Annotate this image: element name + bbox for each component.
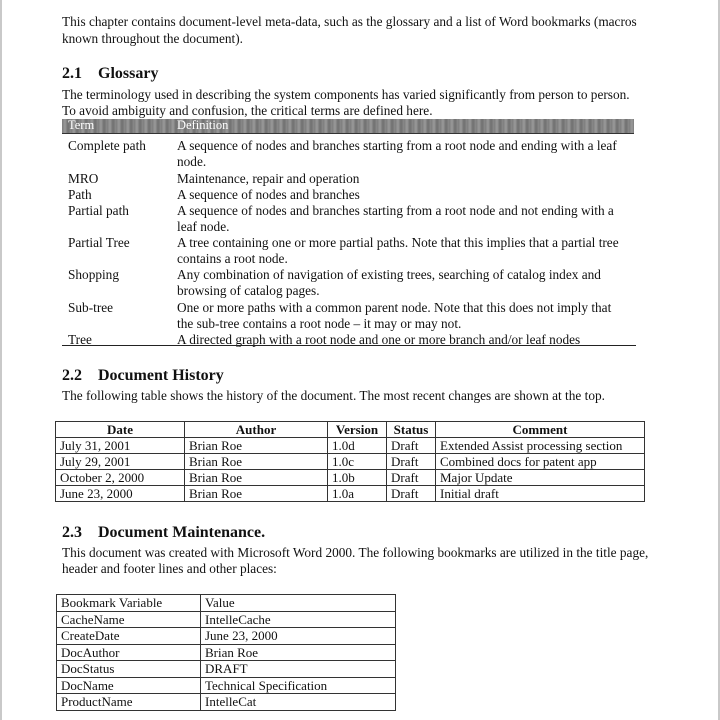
bookmark-value: IntelleCache (201, 611, 396, 628)
glossary-term: Tree (68, 332, 92, 347)
history-title: Document History (98, 367, 224, 384)
table-row (57, 644, 396, 661)
history-header-row (56, 422, 645, 438)
history-status: Draft (387, 438, 436, 454)
maintenance-title: Document Maintenance. (98, 524, 266, 541)
table-row (56, 486, 645, 502)
history-date: October 2, 2000 (56, 470, 185, 486)
bookmark-variable: CacheName (57, 611, 201, 628)
history-version: 1.0d (328, 438, 387, 454)
history-col-date: Date (56, 422, 185, 438)
glossary-heading (62, 65, 158, 83)
glossary-definition: A tree containing one or more partial paths. Note that this implies that a partial tree contains a root node. (177, 235, 619, 266)
history-author: Brian Roe (185, 438, 328, 454)
glossary-col-definition: Definition (177, 118, 229, 132)
history-table (55, 421, 645, 502)
history-col-author: Author (185, 422, 328, 438)
history-date: July 29, 2001 (56, 454, 185, 470)
bookmark-variable: CreateDate (57, 628, 201, 645)
bookmark-variable: ProductName (57, 694, 201, 711)
glossary-term: Partial path (68, 203, 129, 218)
glossary-term: MRO (68, 171, 99, 186)
chapter-intro: This chapter contains document-level meta-data, such as the glossary and a list of Word bookmarks (macros known throughout the document). (62, 14, 637, 46)
history-col-status: Status (387, 422, 436, 438)
bookmark-value: DRAFT (201, 661, 396, 678)
glossary-table (62, 118, 634, 347)
glossary-definition: A sequence of nodes and branches starting from a root node and not ending with a leaf node. (177, 203, 614, 234)
bookmark-variable: DocStatus (57, 661, 201, 678)
table-row (57, 694, 396, 711)
bookmark-table (56, 594, 396, 711)
table-row (56, 438, 645, 454)
maintenance-intro: This document was created with Microsoft Word 2000. The following bookmarks are utilized in the title page, header and footer lines and other places: (62, 545, 649, 576)
table-row (57, 628, 396, 645)
history-author: Brian Roe (185, 470, 328, 486)
glossary-term: Sub-tree (68, 300, 114, 315)
maintenance-number: 2.3 (62, 524, 82, 541)
history-date: June 23, 2000 (56, 486, 185, 502)
history-comment: Initial draft (436, 486, 645, 502)
bookmark-variable: DocAuthor (57, 644, 201, 661)
bookmark-variable: DocName (57, 677, 201, 694)
bookmark-col-value: Value (201, 595, 396, 612)
bookmark-value: Technical Specification (201, 677, 396, 694)
glossary-definition: Maintenance, repair and operation (177, 171, 360, 186)
history-author: Brian Roe (185, 486, 328, 502)
history-intro: The following table shows the history of the document. The most recent changes are shown at the top. (62, 388, 605, 403)
glossary-title: Glossary (98, 65, 159, 82)
glossary-term: Complete path (68, 138, 146, 153)
glossary-number: 2.1 (62, 65, 82, 82)
history-col-version: Version (328, 422, 387, 438)
history-version: 1.0b (328, 470, 387, 486)
maintenance-heading (62, 524, 265, 542)
glossary-definition: A sequence of nodes and branches (177, 187, 360, 202)
history-col-comment: Comment (436, 422, 645, 438)
glossary-header-row (62, 119, 634, 134)
history-author: Brian Roe (185, 454, 328, 470)
bookmark-header-row (57, 595, 396, 612)
glossary-definition: Any combination of navigation of existing trees, searching of catalog index and browsing of catalog pages. (177, 267, 601, 298)
glossary-term: Shopping (68, 267, 119, 282)
history-comment: Combined docs for patent app (436, 454, 645, 470)
history-heading (62, 367, 224, 385)
glossary-intro: The terminology used in describing the system components has varied significantly from person to person. To avoid ambiguity and confusion, the critical terms are defined here. (62, 87, 630, 118)
history-version: 1.0c (328, 454, 387, 470)
table-row (57, 661, 396, 678)
table-row (56, 454, 645, 470)
glossary-definition: A sequence of nodes and branches starting from a root node and ending with a leaf node. (177, 138, 617, 169)
history-comment: Extended Assist processing section (436, 438, 645, 454)
history-version: 1.0a (328, 486, 387, 502)
glossary-term: Path (68, 187, 92, 202)
glossary-definition: One or more paths with a common parent node. Note that this does not imply that the sub-tree contains a root node – it may or may not. (177, 300, 612, 331)
history-status: Draft (387, 470, 436, 486)
history-date: July 31, 2001 (56, 438, 185, 454)
history-comment: Major Update (436, 470, 645, 486)
history-status: Draft (387, 454, 436, 470)
history-number: 2.2 (62, 367, 82, 384)
glossary-term: Partial Tree (68, 235, 130, 250)
glossary-definition: A directed graph with a root node and one or more branch and/or leaf nodes (177, 332, 581, 347)
table-row (57, 677, 396, 694)
bookmark-value: June 23, 2000 (201, 628, 396, 645)
bookmark-value: IntelleCat (201, 694, 396, 711)
table-row (56, 470, 645, 486)
glossary-bottom-rule (62, 345, 636, 346)
table-row (57, 611, 396, 628)
glossary-col-term: Term (68, 118, 95, 132)
bookmark-col-variable: Bookmark Variable (57, 595, 201, 612)
history-status: Draft (387, 486, 436, 502)
bookmark-value: Brian Roe (201, 644, 396, 661)
